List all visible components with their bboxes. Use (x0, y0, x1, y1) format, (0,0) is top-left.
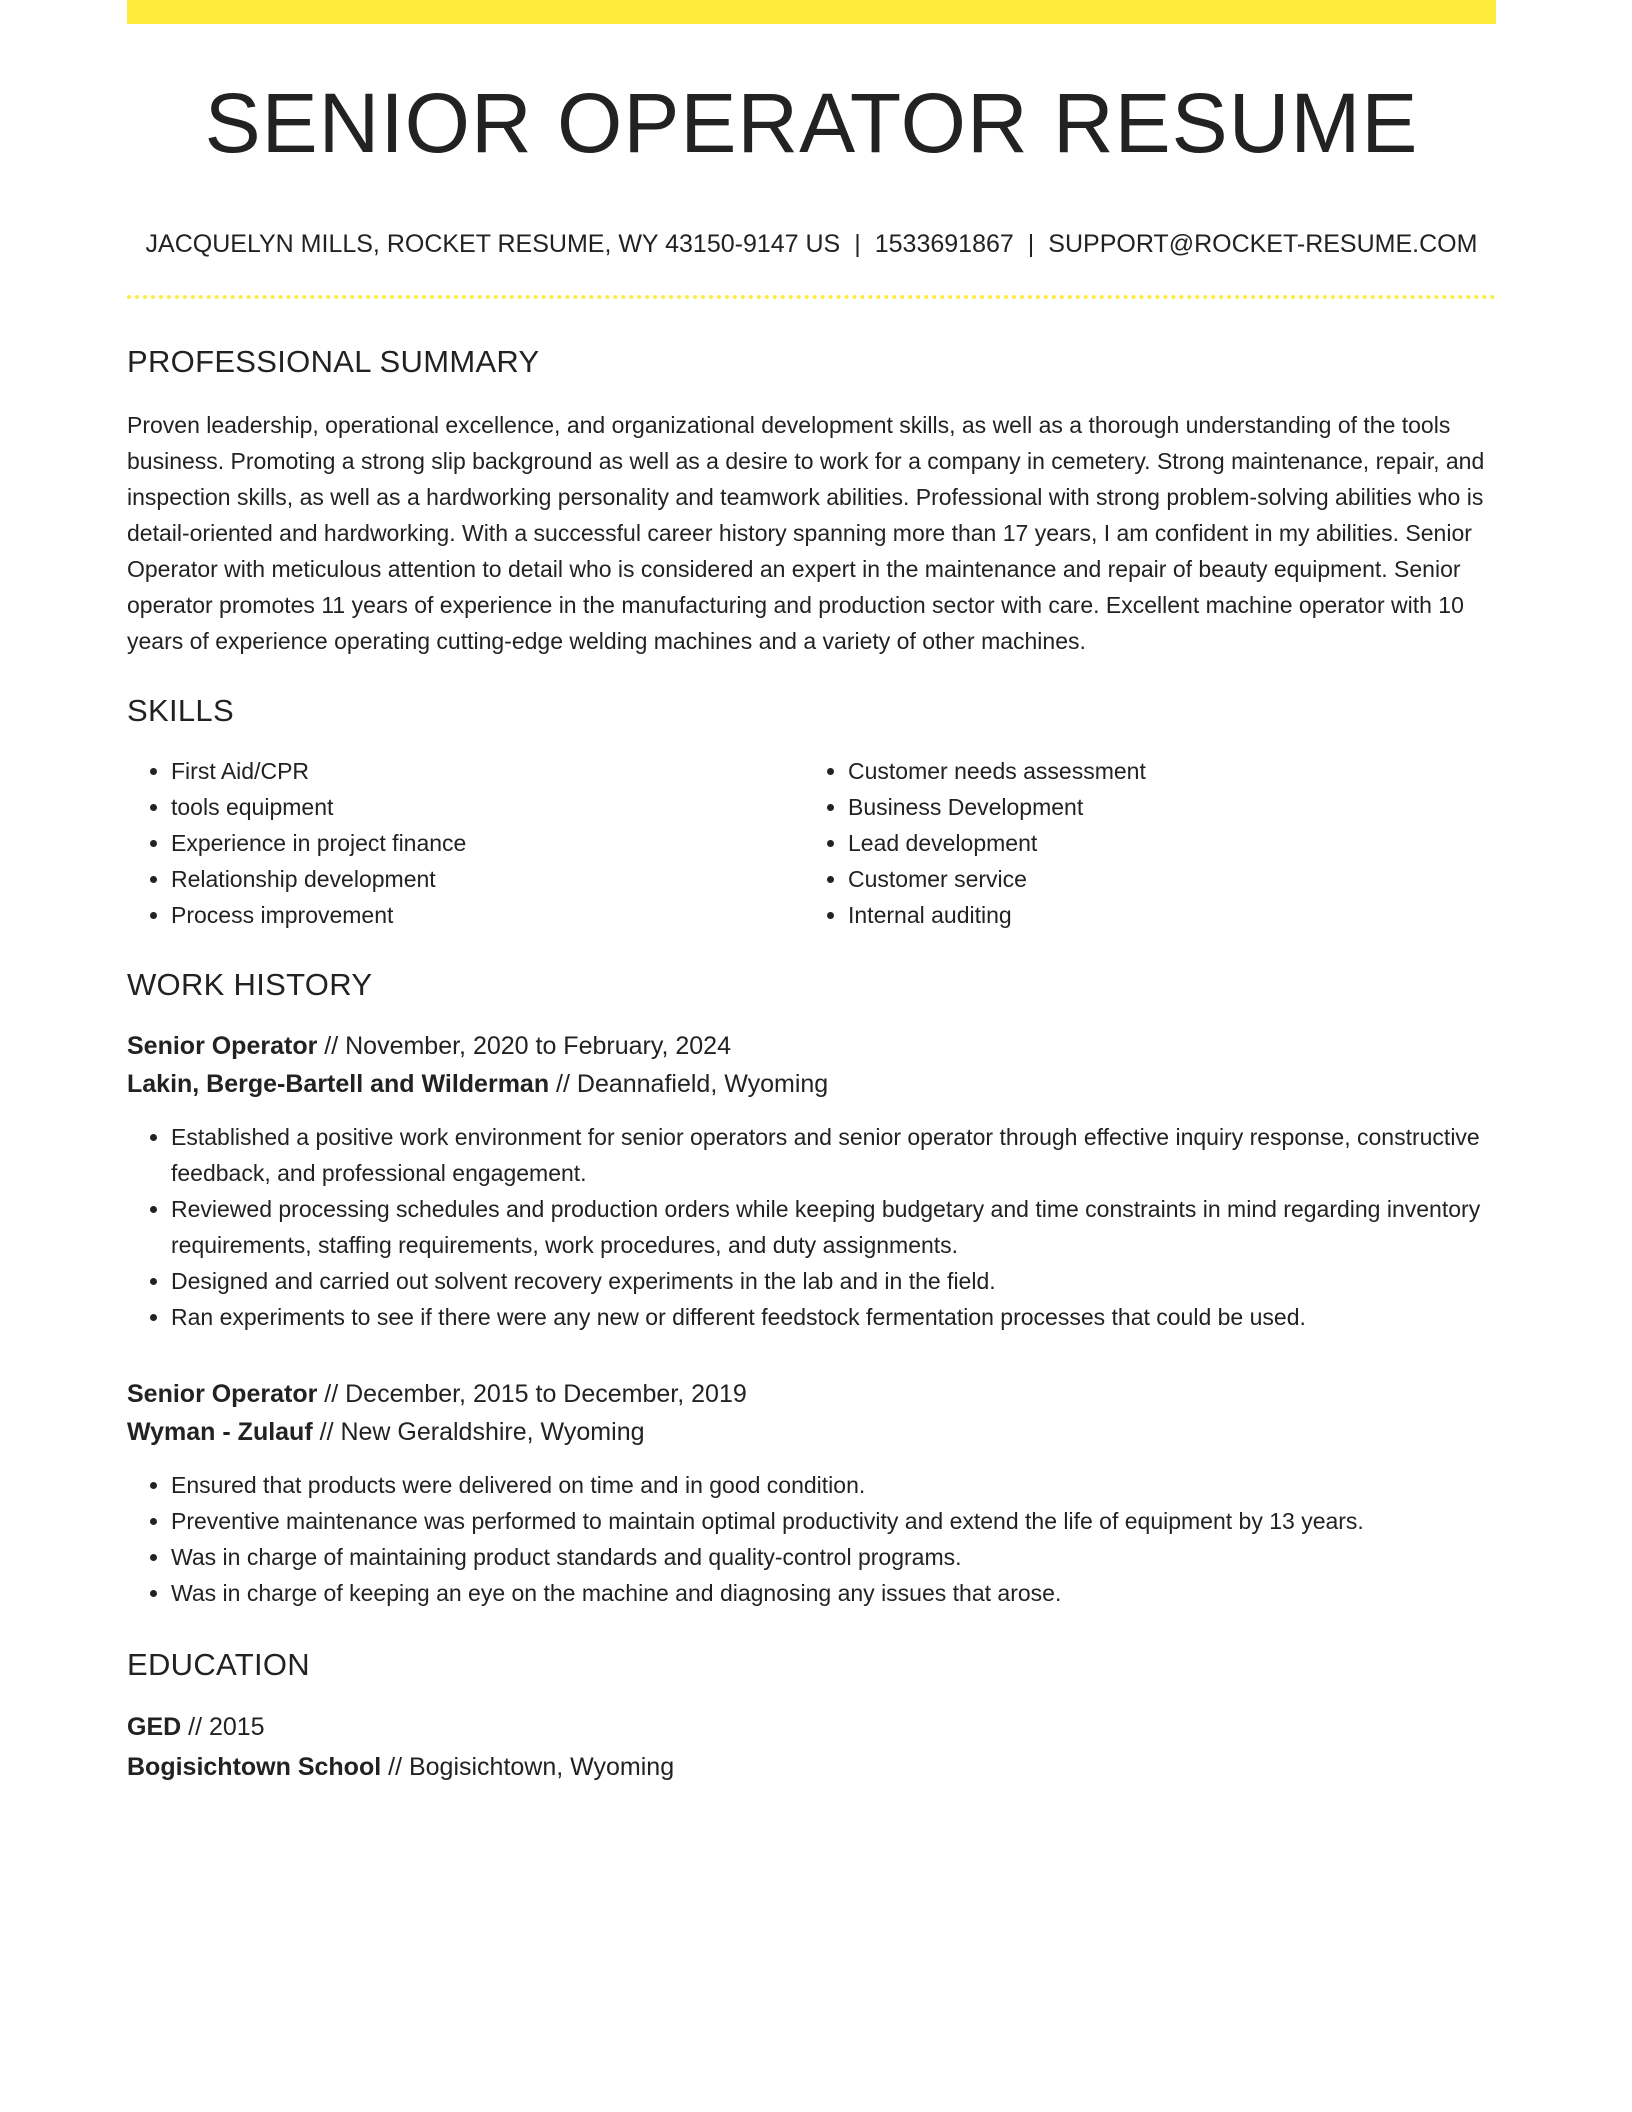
contact-separator: | (1027, 230, 1035, 258)
education-entry (127, 1707, 1496, 1787)
job-bullet: • Reviewed processing schedules and production orders while keeping budgetary and time constraints in mind regarding inventory requirements, staffing requirements, work procedures, and duty assignments. (171, 1191, 1496, 1263)
job-bullet: • Preventive maintenance was performed to maintain optimal productivity and extend the life of equipment by 13 years. (171, 1503, 1496, 1539)
job-company-line (127, 1065, 1496, 1103)
job-title-line (127, 1375, 1496, 1413)
dotted-divider (127, 295, 1496, 299)
contact-email: SUPPORT@ROCKET-RESUME.COM (1048, 230, 1478, 258)
skill-item: • Customer service (848, 861, 1478, 897)
education-year: // 2015 (181, 1713, 265, 1741)
resume-page (127, 0, 1496, 1787)
job-entry (127, 1027, 1496, 1335)
job-dates: // December, 2015 to December, 2019 (317, 1380, 747, 1408)
job-title: Senior Operator (127, 1380, 318, 1408)
job-bullet: • Designed and carried out solvent recovery experiments in the lab and in the field. (171, 1263, 1496, 1299)
skill-item: • tools equipment (171, 789, 801, 825)
contact-line (127, 232, 1496, 257)
skill-item: • Internal auditing (848, 897, 1478, 933)
resume-title: SENIOR OPERATOR RESUME (204, 76, 1419, 170)
skill-item: • Customer needs assessment (848, 753, 1478, 789)
contact-phone: 1533691867 (874, 230, 1014, 258)
contact-address: JACQUELYN MILLS, ROCKET RESUME, WY 43150-9147 US (145, 230, 841, 258)
skill-item: • Business Development (848, 789, 1478, 825)
skills-list (127, 753, 1496, 933)
education-school-line (127, 1747, 1496, 1787)
job-bullet: • Ran experiments to see if there were any new or different feedstock fermentation processes that could be used. (171, 1299, 1496, 1335)
job-location: // Deannafield, Wyoming (549, 1070, 829, 1098)
education-location: // Bogisichtown, Wyoming (381, 1753, 675, 1781)
job-bullet: • Was in charge of maintaining product standards and quality-control programs. (171, 1539, 1496, 1575)
skills-column-right (801, 753, 1478, 933)
skill-item: • Process improvement (171, 897, 801, 933)
job-dates: // November, 2020 to February, 2024 (317, 1032, 731, 1060)
skills-heading: SKILLS (127, 693, 234, 728)
job-bullet: • Was in charge of keeping an eye on the machine and diagnosing any issues that arose. (171, 1575, 1496, 1611)
summary-text: Proven leadership, operational excellence, and organizational development skills, as well as a thorough understanding of the tools business. Promoting a strong slip background as well as a desire to work for a company in cemetery. Strong maintenance, repair, and inspection skills, as well as a hardworking personality and teamwork abilities. Professional with strong problem-solving abilities who is detail-oriented and hardworking. With a successful career history spanning more than 17 years, I am confident in my abilities. Senior Operator with meticulous attention to detail who is considered an expert in the maintenance and repair of beauty equipment. Senior operator promotes 11 years of experience in the manufacturing and production sector with care. Excellent machine operator with 10 years of experience operating cutting-edge welding machines and a variety of other machines. (127, 412, 1485, 654)
job-bullet: • Ensured that products were delivered on time and in good condition. (171, 1467, 1496, 1503)
job-bullets (127, 1467, 1496, 1611)
job-company: Lakin, Berge-Bartell and Wilderman (127, 1070, 550, 1098)
education-degree-line (127, 1707, 1496, 1747)
job-title-line (127, 1027, 1496, 1065)
job-bullets (127, 1119, 1496, 1335)
skill-item: • Lead development (848, 825, 1478, 861)
top-accent-bar (127, 0, 1496, 24)
education-school: Bogisichtown School (127, 1753, 382, 1781)
education-heading: EDUCATION (127, 1647, 310, 1682)
contact-separator: | (854, 230, 861, 258)
skill-item: • Experience in project finance (171, 825, 801, 861)
job-location: // New Geraldshire, Wyoming (312, 1418, 645, 1446)
job-company-line (127, 1413, 1496, 1451)
work-history-heading: WORK HISTORY (127, 967, 373, 1002)
skill-item: • Relationship development (171, 861, 801, 897)
job-title: Senior Operator (127, 1032, 318, 1060)
skill-item: • First Aid/CPR (171, 753, 801, 789)
job-company: Wyman - Zulauf (127, 1418, 313, 1446)
job-bullet: • Established a positive work environment for senior operators and senior operator through effective inquiry response, constructive feedback, and professional engagement. (171, 1119, 1496, 1191)
education-degree: GED (127, 1713, 182, 1741)
job-entry (127, 1375, 1496, 1611)
skills-column-left (127, 753, 801, 933)
summary-heading: PROFESSIONAL SUMMARY (127, 344, 540, 379)
